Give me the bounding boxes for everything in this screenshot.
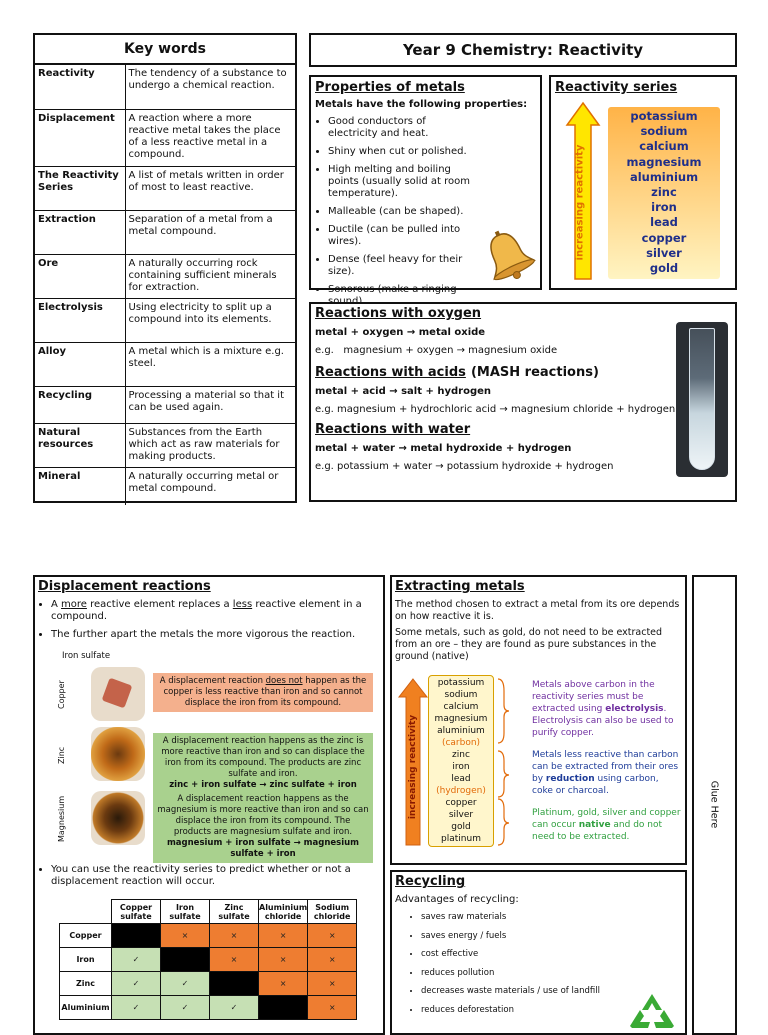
- zinc-reaction-image: [91, 727, 145, 781]
- key-word-definition: Using electricity to split up a compound into its elements.: [125, 298, 295, 342]
- key-word-definition: A naturally occurring metal or metal compound.: [125, 467, 295, 505]
- properties-list: [315, 116, 475, 308]
- property-item: • Sonorous (make a ringing: [328, 284, 475, 308]
- grid-cell-no-reaction: ×: [259, 948, 308, 972]
- key-word-row: [35, 386, 295, 423]
- grid-cell-same: [112, 924, 161, 948]
- key-word-row: [35, 467, 295, 505]
- grid-cell-same: [210, 972, 259, 996]
- grid-cell-reaction: ✓: [112, 948, 161, 972]
- reactivity-metal: lead: [650, 215, 678, 230]
- key-word-row: [35, 423, 295, 467]
- extract-metal: aluminium: [437, 726, 485, 736]
- key-word-definition: Processing a material so that it can be used again.: [125, 386, 295, 423]
- recycling-heading: Recycling: [395, 874, 466, 889]
- recycling-intro: Advantages of recycling:: [395, 894, 519, 905]
- extract-note-2: Metals less reactive than carbon can be extracted from their ores by reduction using carbon, coke or charcoal.: [532, 750, 679, 796]
- property-item: • Dense (feel heavy for their size).: [328, 254, 475, 278]
- acids-heading: Reactions with acids: [315, 365, 466, 380]
- reactivity-metal: calcium: [639, 139, 689, 154]
- extract-metal: magnesium: [434, 714, 488, 724]
- extract-metal: zinc: [452, 750, 470, 760]
- brace-icons: [496, 677, 510, 847]
- water-example: e.g. potassium + water → potassium hydroxide + hydrogen: [315, 461, 614, 472]
- grid-row-header: Aluminium: [60, 996, 112, 1020]
- grid-row-header: Iron: [60, 948, 112, 972]
- displacement-bullets: [38, 599, 380, 641]
- glue-box: [692, 575, 737, 1035]
- reactivity-metal: aluminium: [629, 169, 699, 184]
- extracting-p1: The method chosen to extract a metal from its ore depends on how reactive it is.: [395, 599, 680, 622]
- magnesium-note: A displacement reaction happens as the magnesium is more reactive than iron and so can displace the iron from its compound. The products are magnesium sulfate and iron. magnesium + iron sulfate → magnesium sulfate + iron: [153, 791, 373, 863]
- extract-metal: platinum: [441, 834, 481, 844]
- extract-metal: iron: [452, 762, 470, 772]
- key-words-table-box: [33, 63, 297, 503]
- extract-metal: copper: [445, 798, 477, 808]
- key-word-term: Reactivity: [35, 65, 125, 109]
- extract-metal: gold: [451, 822, 471, 832]
- reactivity-metals-panel: [608, 107, 720, 279]
- recycling-item: • saves energy / fuels: [421, 931, 682, 942]
- key-word-row: [35, 342, 295, 386]
- property-item: • Good conductors of electricity and heat.: [328, 116, 475, 140]
- displacement-heading: Displacement reactions: [38, 579, 211, 594]
- grid-column-header: Aluminium chloride: [259, 900, 308, 924]
- grid-row-header: Copper: [60, 924, 112, 948]
- oxygen-example: magnesium + oxygen → magnesium oxide: [343, 345, 558, 356]
- key-word-term: Electrolysis: [35, 298, 125, 342]
- extract-metal: potassium: [437, 678, 485, 688]
- reactivity-metal: sodium: [640, 124, 688, 139]
- key-word-row: [35, 109, 295, 166]
- key-word-term: Ore: [35, 254, 125, 298]
- key-word-row: [35, 166, 295, 210]
- extracting-box: [390, 575, 687, 865]
- grid-cell-reaction: ✓: [161, 996, 210, 1020]
- grid-cell-same: [259, 996, 308, 1020]
- magnesium-reaction-image: [91, 791, 145, 845]
- water-heading: Reactions with water: [315, 422, 471, 437]
- extracting-heading: Extracting metals: [395, 579, 525, 594]
- key-word-definition: A naturally occurring rock containing sufficient minerals for extraction.: [125, 254, 295, 298]
- reactivity-metal: gold: [649, 261, 679, 276]
- displacement-bullet-3-list: [38, 864, 378, 894]
- key-word-row: [35, 298, 295, 342]
- reactivity-metal: magnesium: [626, 154, 702, 169]
- grid-cell-reaction: ✓: [112, 972, 161, 996]
- extract-series-panel: [428, 675, 494, 847]
- key-word-row: [35, 254, 295, 298]
- main-title: Year 9 Chemistry: Reactivity: [402, 41, 644, 59]
- grid-column-header: Iron sulfate: [161, 900, 210, 924]
- extract-note-1: Metals above carbon in the reactivity series must be extracted using electrolysis. Electrolysis can also be used to purify copper.: [532, 680, 674, 738]
- grid-column-header: Copper sulfate: [112, 900, 161, 924]
- key-word-term: Mineral: [35, 467, 125, 505]
- oxygen-equation: metal + oxygen → metal oxide: [315, 327, 486, 338]
- acids-suffix: (MASH reactions): [470, 365, 599, 380]
- key-word-term: Alloy: [35, 342, 125, 386]
- reactivity-metal: silver: [646, 245, 682, 260]
- acids-heading-line: [315, 361, 731, 380]
- displacement-bullet-3: • You can use the reactivity series to predict whether or not a displacement reaction will occur.: [51, 864, 378, 888]
- arrow-label: increasing reactivity: [574, 144, 586, 261]
- key-word-term: Natural resources: [35, 423, 125, 467]
- reactivity-metal: zinc: [651, 185, 677, 200]
- grid-cell-no-reaction: ×: [259, 972, 308, 996]
- key-word-definition: A reaction where a more reactive metal takes the place of a less reactive metal in a compound.: [125, 109, 295, 166]
- oxygen-example-line: [315, 345, 731, 357]
- grid-cell-no-reaction: ×: [210, 948, 259, 972]
- acids-equation: metal + acid → salt + hydrogen: [315, 386, 492, 397]
- grid-cell-reaction: ✓: [112, 996, 161, 1020]
- key-word-term: The Reactivity Series: [35, 166, 125, 210]
- recycle-icon: [620, 990, 684, 1030]
- property-item: • Ductile (can be pulled into wires).: [328, 224, 475, 248]
- property-item: • Malleable (can be shaped).: [328, 206, 475, 218]
- extracting-p2: Some metals, such as gold, do not need to be extracted from an ore – they are found as pure substances in the ground (native): [395, 627, 663, 662]
- recycling-item: • cost effective: [421, 949, 682, 960]
- key-word-definition: The tendency of a substance to undergo a chemical reaction.: [128, 68, 287, 91]
- key-word-row: [35, 210, 295, 254]
- key-words-table: [35, 65, 295, 505]
- reactivity-metal: iron: [651, 200, 677, 215]
- key-word-term: Extraction: [35, 210, 125, 254]
- reactivity-metal: copper: [641, 230, 687, 245]
- test-tube-image: [676, 322, 728, 477]
- zinc-note: A displacement reaction happens as the zinc is more reactive than iron and so can displace the iron from its compound. The products are zinc sulfate and iron. zinc + iron sulfate → zinc sulfate + iron: [153, 733, 373, 794]
- row-label: Copper: [57, 680, 66, 710]
- reference-element: (hydrogen): [436, 786, 486, 796]
- extract-metal: silver: [448, 810, 474, 820]
- reactivity-series-box: [549, 75, 737, 290]
- key-word-term: Recycling: [35, 386, 125, 423]
- key-word-definition: A metal which is a mixture e.g. steel.: [125, 342, 295, 386]
- grid-cell-reaction: ✓: [161, 972, 210, 996]
- displacement-row-copper: [57, 667, 373, 725]
- grid-column-header: Zinc sulfate: [210, 900, 259, 924]
- reactivity-metals-list: [608, 107, 720, 276]
- grid-cell-no-reaction: ×: [308, 948, 357, 972]
- extract-arrow-label: increasing reactivity: [408, 714, 418, 820]
- reactivity-metal: potassium: [630, 109, 698, 123]
- grid-column-header: Sodium chloride: [308, 900, 357, 924]
- property-item: • Shiny when cut or polished.: [328, 146, 475, 158]
- oxygen-example-prefix: e.g.: [315, 345, 334, 356]
- water-equation: metal + water → metal hydroxide + hydrogen: [315, 443, 572, 454]
- key-word-row: [35, 65, 295, 109]
- grid-cell-same: [161, 948, 210, 972]
- key-word-term: Displacement: [35, 109, 125, 166]
- property-item: • High melting and boiling points (usually solid at room temperature).: [328, 164, 475, 200]
- key-words-title-box: [33, 33, 297, 65]
- recycling-item: • reduces pollution: [421, 968, 682, 979]
- key-words-title: Key words: [124, 41, 206, 57]
- extract-metal: calcium: [443, 702, 479, 712]
- grid-corner: [60, 900, 112, 924]
- displacement-bullet-2: • The further apart the metals the more vigorous the reaction.: [51, 629, 380, 641]
- acids-example: e.g. magnesium + hydrochloric acid → magnesium chloride + hydrogen: [315, 404, 676, 415]
- displacement-box: [33, 575, 385, 1035]
- properties-box: [309, 75, 542, 295]
- grid-cell-no-reaction: ×: [259, 924, 308, 948]
- grid-cell-no-reaction: ×: [210, 924, 259, 948]
- properties-heading: Properties of metals: [315, 80, 465, 95]
- key-word-definition: Substances from the Earth which act as raw materials for making products.: [125, 423, 295, 467]
- grid-row-header: Zinc: [60, 972, 112, 996]
- copper-reaction-image: [91, 667, 145, 721]
- grid-cell-no-reaction: ×: [308, 924, 357, 948]
- recycling-item: • saves raw materials: [421, 912, 682, 923]
- glue-label: Glue Here: [708, 780, 720, 829]
- oxygen-heading: Reactions with oxygen: [315, 306, 482, 321]
- reactivity-series-heading: Reactivity series: [555, 80, 678, 95]
- recycling-item: • decreases waste materials / use of landfill: [421, 986, 682, 997]
- key-word-definition: A list of metals written in order of most to least reactive.: [125, 166, 295, 210]
- row-label: Magnesium: [57, 795, 66, 843]
- properties-intro: Metals have the following properties:: [315, 99, 528, 110]
- grid-cell-no-reaction: ×: [161, 924, 210, 948]
- recycling-item: • reduces deforestation: [421, 1005, 682, 1016]
- row-label: Zinc: [57, 746, 66, 764]
- displacement-row-zinc: [57, 727, 373, 790]
- grid-cell-reaction: ✓: [210, 996, 259, 1020]
- main-title-box: [309, 33, 737, 67]
- grid-cell-no-reaction: ×: [308, 996, 357, 1020]
- displacement-row-magnesium: [57, 787, 373, 859]
- key-word-definition: Separation of a metal from a metal compound.: [125, 210, 295, 254]
- grid-cell-no-reaction: ×: [308, 972, 357, 996]
- displacement-prediction-table: [59, 899, 357, 1020]
- recycling-box: [390, 870, 687, 1035]
- bell-icon: [479, 227, 537, 285]
- displacement-bullet-1: • A more reactive element replaces a less reactive element in a compound.: [51, 599, 380, 623]
- reference-element: (carbon): [441, 738, 481, 748]
- reactions-box: [309, 302, 737, 502]
- extract-note-3: Platinum, gold, silver and copper can occur native and do not need to be extracted.: [532, 808, 681, 842]
- image-caption: Iron sulfate: [62, 651, 111, 661]
- extract-metal: sodium: [444, 690, 478, 700]
- copper-note: A displacement reaction does not happen as the copper is less reactive than iron and so cannot displace the iron from its compound.: [153, 673, 373, 712]
- extract-metal: lead: [451, 774, 471, 784]
